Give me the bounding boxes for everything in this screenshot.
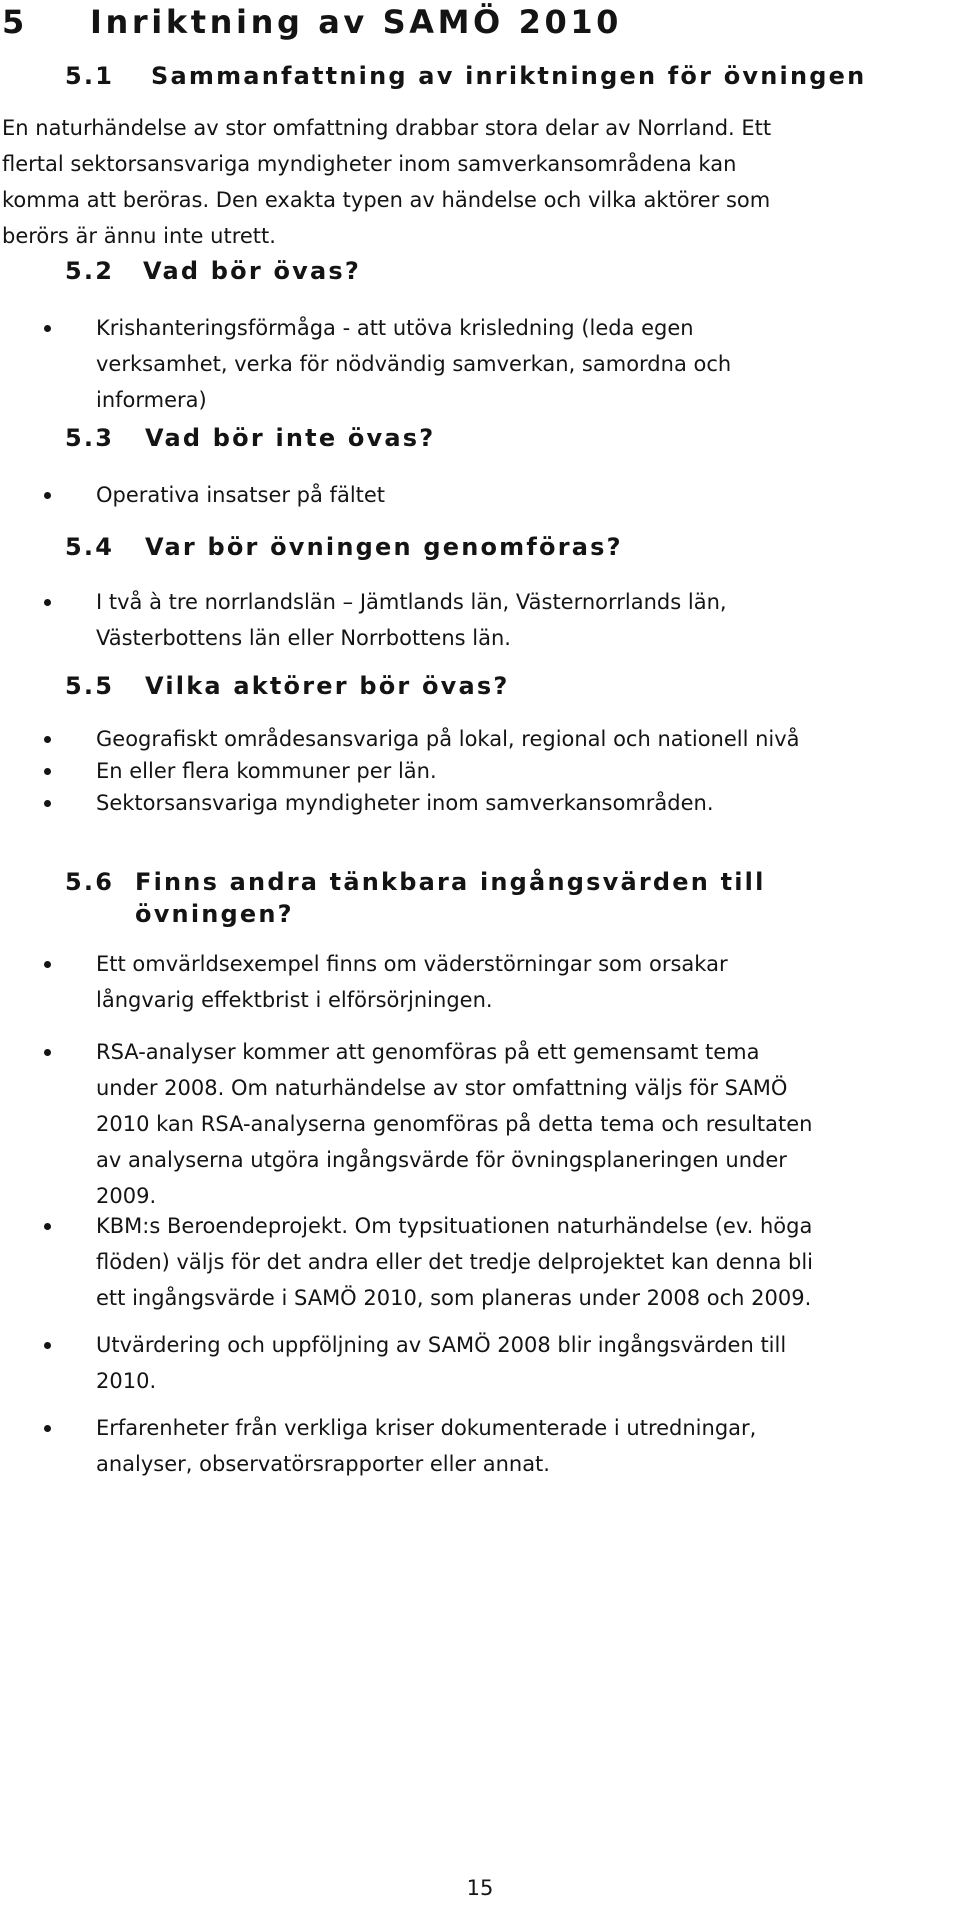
text-line: 2010 kan RSA-analyserna genomföras på detta tema och resultaten [96,1112,813,1136]
list-item [96,946,946,1018]
list-item [96,1034,946,1214]
section-5-5-heading [65,670,510,702]
text-line: verksamhet, verka för nödvändig samverkan, samordna och [96,352,732,376]
text-line: KBM:s Beroendeprojekt. Om typsituationen naturhändelse (ev. höga [96,1214,813,1238]
list-item [96,477,946,513]
bullet-icon [44,1342,51,1349]
section-number: 5.2 [65,257,115,285]
bullet-icon [44,800,51,807]
section-5-6-heading [65,866,766,930]
text-line: 2010. [96,1369,157,1393]
list-item [96,785,946,821]
text-line: Erfarenheter från verkliga kriser dokumenterade i utredningar, [96,1416,757,1440]
text-line: Krishanteringsförmåga - att utöva krisledning (leda egen [96,316,694,340]
bullet-icon [44,599,51,606]
text-line: I två à tre norrlandslän – Jämtlands län, Västernorrlands län, [96,590,727,614]
section-title: Vad bör övas? [143,257,361,285]
text-line: Västerbottens län eller Norrbottens län. [96,626,511,650]
summary-paragraph [2,110,942,254]
bullet-icon [44,961,51,968]
text-line: Geografiskt områdesansvariga på lokal, regional och nationell nivå [96,727,800,751]
section-5-1-heading [65,60,866,92]
bullet-icon [44,1223,51,1230]
section-number: 5.4 [65,533,115,561]
section-title: Var bör övningen genomföras? [145,533,623,561]
section-5-4-heading [65,531,623,563]
list-item [96,753,946,789]
bullet-icon [44,768,51,775]
section-number: 5.6 [65,868,115,896]
text-line: 2009. [96,1184,157,1208]
section-5-2-heading [65,255,361,287]
section-title: övningen? [135,900,294,928]
text-line: informera) [96,388,207,412]
text-line: av analyserna utgöra ingångsvärde för övningsplaneringen under [96,1148,787,1172]
section-number: 5.3 [65,424,115,452]
section-title: Vilka aktörer bör övas? [145,672,510,700]
text-line: RSA-analyser kommer att genomföras på ett gemensamt tema [96,1040,760,1064]
text-line: Ett omvärldsexempel finns om väderstörningar som orsakar [96,952,728,976]
section-title: Sammanfattning av inriktningen för övningen [151,62,867,90]
section-number: 5 [2,3,28,41]
section-number: 5.1 [65,62,115,90]
text-line: Operativa insatser på fältet [96,483,386,507]
text-line: analyser, observatörsrapporter eller annat. [96,1452,550,1476]
list-item [96,1208,946,1316]
text-line: komma att beröras. Den exakta typen av händelse och vilka aktörer som [2,188,771,212]
bullet-icon [44,325,51,332]
text-line: under 2008. Om naturhändelse av stor omfattning väljs för SAMÖ [96,1076,788,1100]
text-line: En eller flera kommuner per län. [96,759,437,783]
bullet-icon [44,1425,51,1432]
text-line: långvarig effektbrist i elförsörjningen. [96,988,493,1012]
list-item [96,584,946,656]
section-title: Vad bör inte övas? [145,424,436,452]
section-5-3-heading [65,422,435,454]
page-number: 15 [466,1876,494,1900]
text-line: flöden) väljs för det andra eller det tredje delprojektet kan denna bli [96,1250,814,1274]
list-item [96,1410,946,1482]
text-line: En naturhändelse av stor omfattning drabbar stora delar av Norrland. Ett [2,116,772,140]
section-title: Inriktning av SAMÖ 2010 [90,3,623,41]
list-item [96,721,946,757]
list-item [96,1327,946,1399]
section-number: 5.5 [65,672,115,700]
section-5-heading [2,2,622,42]
bullet-icon [44,492,51,499]
text-line: Utvärdering och uppföljning av SAMÖ 2008 blir ingångsvärden till [96,1333,787,1357]
section-title: Finns andra tänkbara ingångsvärden till [135,868,766,896]
text-line: flertal sektorsansvariga myndigheter inom samverkansområdena kan [2,152,737,176]
text-line: berörs är ännu inte utrett. [2,224,276,248]
text-line: Sektorsansvariga myndigheter inom samverkansområden. [96,791,714,815]
bullet-icon [44,1049,51,1056]
bullet-icon [44,736,51,743]
list-item [96,310,946,418]
text-line: ett ingångsvärde i SAMÖ 2010, som planeras under 2008 och 2009. [96,1286,812,1310]
